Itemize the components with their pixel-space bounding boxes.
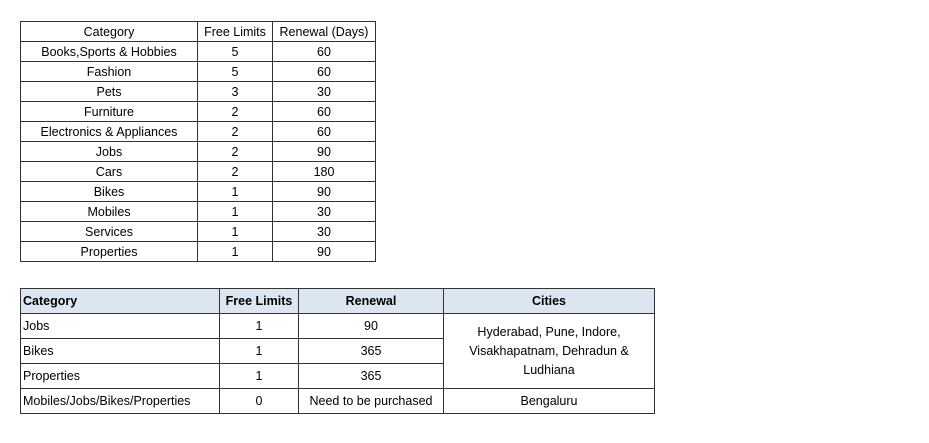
table-row <box>21 142 376 162</box>
table-row <box>21 202 376 222</box>
free-limits-cell: 1 <box>198 202 273 222</box>
table-row <box>21 222 376 242</box>
category-cell: Bikes <box>21 339 220 364</box>
table-header-row <box>21 289 655 314</box>
free-limits-cell: 1 <box>220 339 299 364</box>
free-limits-cell: 1 <box>198 182 273 202</box>
header-free-limits: Free Limits <box>198 22 273 42</box>
category-cell: Properties <box>21 364 220 389</box>
category-cell: Mobiles <box>21 202 198 222</box>
renewal-cell: 60 <box>273 62 376 82</box>
category-cell: Electronics & Appliances <box>21 122 198 142</box>
free-limits-cell: 0 <box>220 389 299 414</box>
free-limits-cell: 3 <box>198 82 273 102</box>
renewal-cell: 30 <box>273 202 376 222</box>
free-limits-cell: 1 <box>198 242 273 262</box>
renewal-cell: 90 <box>273 182 376 202</box>
renewal-cell: 30 <box>273 82 376 102</box>
cities-merged-cell: Hyderabad, Pune, Indore, Visakhapatnam, Dehradun & Ludhiana <box>444 314 655 389</box>
table-row <box>21 182 376 202</box>
table-row <box>21 314 655 339</box>
renewal-cell: 90 <box>273 142 376 162</box>
free-limits-cell: 2 <box>198 122 273 142</box>
table-row <box>21 42 376 62</box>
renewal-cell: 180 <box>273 162 376 182</box>
table-row <box>21 82 376 102</box>
free-limits-cell: 1 <box>220 314 299 339</box>
free-limits-cell: 2 <box>198 142 273 162</box>
header-renewal-days: Renewal (Days) <box>273 22 376 42</box>
cities-cell: Bengaluru <box>444 389 655 414</box>
city-limits-table <box>20 288 655 414</box>
table-row <box>21 62 376 82</box>
table-row <box>21 242 376 262</box>
table-row <box>21 389 655 414</box>
header-category: Category <box>21 289 220 314</box>
category-cell: Jobs <box>21 314 220 339</box>
category-cell: Furniture <box>21 102 198 122</box>
free-limits-cell: 1 <box>220 364 299 389</box>
table-header-row <box>21 22 376 42</box>
renewal-cell: 30 <box>273 222 376 242</box>
category-cell: Bikes <box>21 182 198 202</box>
header-renewal: Renewal <box>299 289 444 314</box>
category-cell: Cars <box>21 162 198 182</box>
free-limits-cell: 5 <box>198 42 273 62</box>
category-cell: Mobiles/Jobs/Bikes/Properties <box>21 389 220 414</box>
free-limits-cell: 5 <box>198 62 273 82</box>
header-cities: Cities <box>444 289 655 314</box>
renewal-cell: Need to be purchased <box>299 389 444 414</box>
table-row <box>21 122 376 142</box>
renewal-cell: 365 <box>299 339 444 364</box>
renewal-cell: 60 <box>273 42 376 62</box>
free-limits-table <box>20 21 376 262</box>
category-cell: Services <box>21 222 198 242</box>
free-limits-cell: 2 <box>198 102 273 122</box>
header-free-limits: Free Limits <box>220 289 299 314</box>
free-limits-cell: 1 <box>198 222 273 242</box>
table-row <box>21 102 376 122</box>
table-row <box>21 162 376 182</box>
category-cell: Properties <box>21 242 198 262</box>
renewal-cell: 60 <box>273 102 376 122</box>
category-cell: Fashion <box>21 62 198 82</box>
category-cell: Pets <box>21 82 198 102</box>
category-cell: Jobs <box>21 142 198 162</box>
header-category: Category <box>21 22 198 42</box>
renewal-cell: 365 <box>299 364 444 389</box>
renewal-cell: 60 <box>273 122 376 142</box>
free-limits-cell: 2 <box>198 162 273 182</box>
renewal-cell: 90 <box>299 314 444 339</box>
renewal-cell: 90 <box>273 242 376 262</box>
category-cell: Books,Sports & Hobbies <box>21 42 198 62</box>
